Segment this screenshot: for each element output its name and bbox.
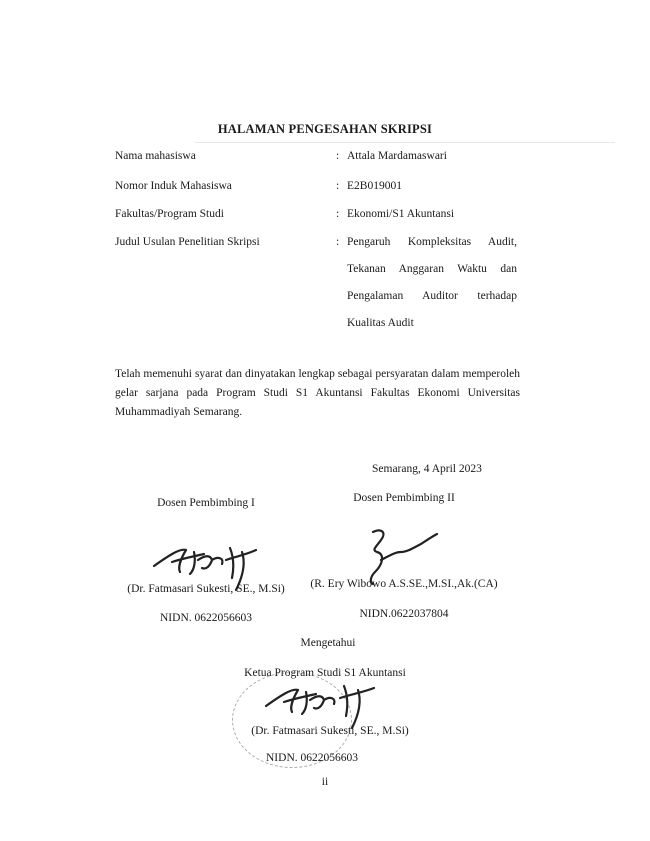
field-value: Attala Mardamaswari bbox=[347, 150, 447, 162]
field-colon: : bbox=[336, 208, 340, 220]
field-label: Nomor Induk Mahasiswa bbox=[115, 180, 232, 192]
approval-nidn: NIDN. 0622056603 bbox=[266, 752, 358, 764]
field-colon: : bbox=[336, 150, 340, 162]
field-value: Pengaruh Kompleksitas Audit, Tekanan Anggaran Waktu dan Pengalaman Auditor terhadap Kualitas Audit bbox=[347, 236, 517, 329]
supervisor-1-name: (Dr. Fatmasari Sukesti, SE., M.Si) bbox=[127, 583, 285, 595]
supervisor-2-name: (R. Ery Wibowo A.S.SE.,M.SI.,Ak.(CA) bbox=[310, 578, 498, 590]
field-label: Judul Usulan Penelitian Skripsi bbox=[115, 236, 260, 248]
divider bbox=[195, 142, 615, 143]
statement-paragraph: Telah memenuhi syarat dan dinyatakan lengkap sebagai persyaratan dalam memperoleh gelar sarjana pada Program Studi S1 Akuntansi Fakultas Ekonomi Universitas Muhammadiyah Semarang. bbox=[115, 368, 520, 418]
supervisor-2-nidn: NIDN.0622037804 bbox=[359, 608, 449, 620]
supervisor-1-role: Dosen Pembimbing I bbox=[157, 497, 255, 509]
field-colon: : bbox=[336, 236, 340, 248]
field-label: Nama mahasiswa bbox=[115, 150, 196, 162]
approval-label: Mengetahui bbox=[300, 637, 356, 649]
place-date: Semarang, 4 April 2023 bbox=[372, 463, 482, 475]
page-title: HALAMAN PENGESAHAN SKRIPSI bbox=[217, 122, 433, 136]
field-label: Fakultas/Program Studi bbox=[115, 208, 224, 220]
field-value: E2B019001 bbox=[347, 180, 402, 192]
approval-signature bbox=[262, 672, 392, 732]
approval-role: Ketua Program Studi S1 Akuntansi bbox=[244, 667, 406, 679]
field-value: Ekonomi/S1 Akuntansi bbox=[347, 208, 455, 220]
supervisor-2-role: Dosen Pembimbing II bbox=[353, 492, 455, 504]
field-colon: : bbox=[336, 180, 340, 192]
supervisor-1-nidn: NIDN. 0622056603 bbox=[160, 612, 252, 624]
page-number: ii bbox=[321, 776, 329, 788]
approval-name: (Dr. Fatmasari Sukesti, SE., M.Si) bbox=[251, 725, 409, 737]
